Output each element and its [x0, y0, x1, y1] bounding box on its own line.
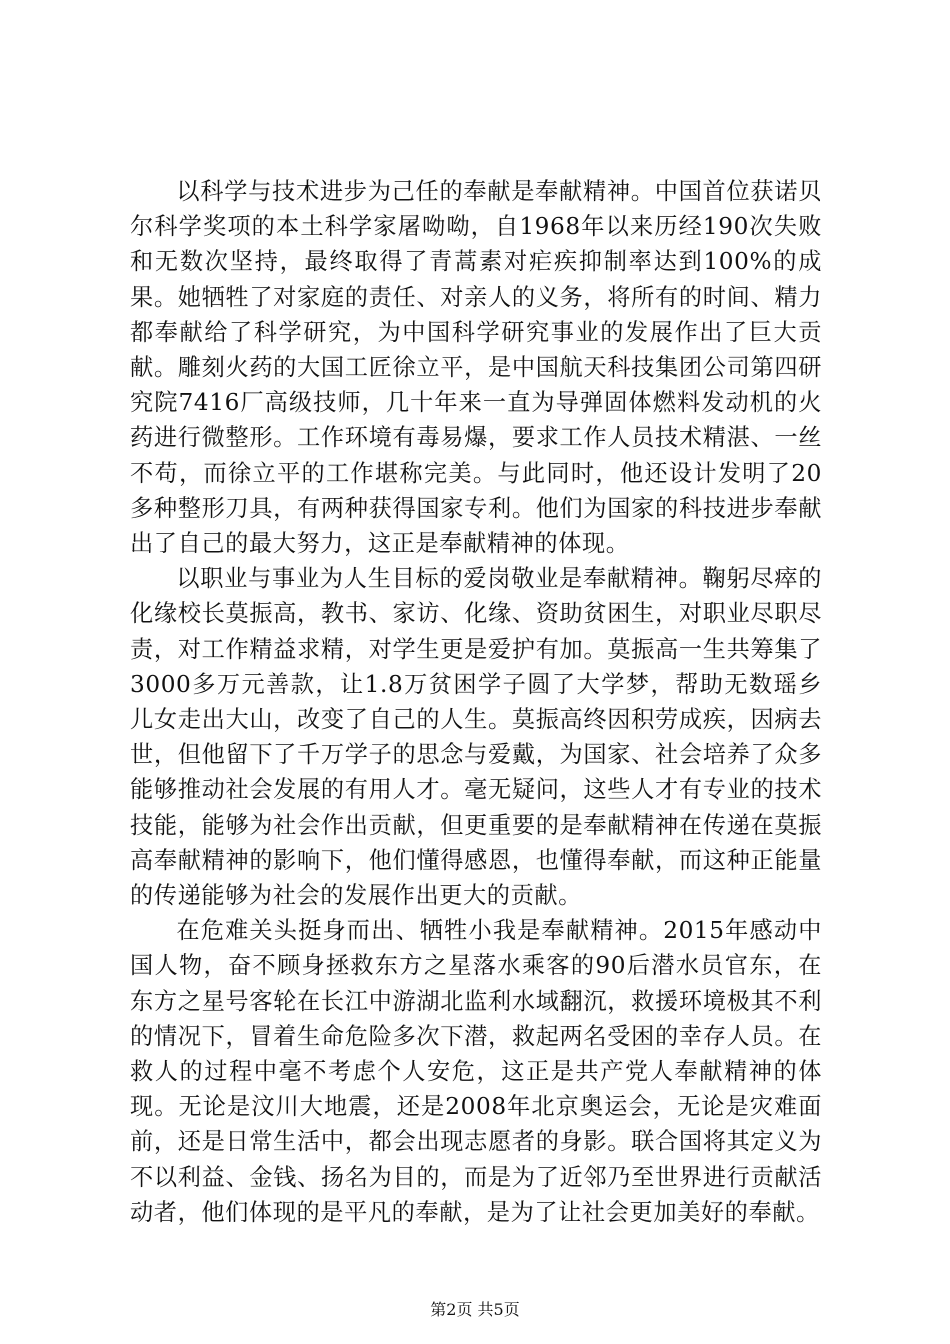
- paragraph-career-dedication: 以职业与事业为人生目标的爱岗敬业是奉献精神。鞠躬尽瘁的化缘校长莫振高，教书、家访、化缘、资助贫困生，对职业尽职尽责，对工作精益求精，对学生更是爱护有加。莫振高一生共筹集了3000多万元善款，让1.8万贫困学子圆了大学梦，帮助无数瑶乡儿女走出大山，改变了自己的人生。莫振高终因积劳成疾，因病去世，但他留下了千万学子的思念与爱戴，为国家、社会培养了众多能够推动社会发展的有用人才。毫无疑问，这些人才有专业的技术技能，能够为社会作出贡献，但更重要的是奉献精神在传递在莫振高奉献精神的影响下，他们懂得感恩，也懂得奉献，而这种正能量的传递能够为社会的发展作出更大的贡献。: [130, 565, 822, 910]
- document-body: [130, 174, 822, 1230]
- page-footer: [0, 1300, 950, 1320]
- page-number: 第2页 共5页: [430, 1300, 520, 1319]
- paragraph-science-dedication: 以科学与技术进步为己任的奉献是奉献精神。中国首位获诺贝尔科学奖项的本土科学家屠呦呦，自1968年以来历经190次失败和无数次坚持，最终取得了青蒿素对疟疾抑制率达到100%的成果。她牺牲了对家庭的责任、对亲人的义务，将所有的时间、精力都奉献给了科学研究，为中国科学研究事业的发展作出了巨大贡献。雕刻火药的大国工匠徐立平，是中国航天科技集团公司第四研究院7416厂高级技师，几十年来一直为导弹固体燃料发动机的火药进行微整形。工作环境有毒易爆，要求工作人员技术精湛、一丝不苟，而徐立平的工作堪称完美。与此同时，他还设计发明了20多种整形刀具，有两种获得国家专利。他们为国家的科技进步奉献出了自己的最大努力，这正是奉献精神的体现。: [130, 178, 822, 558]
- paragraph-crisis-dedication: 在危难关头挺身而出、牺牲小我是奉献精神。2015年感动中国人物，奋不顾身拯救东方之星落水乘客的90后潜水员官东，在东方之星号客轮在长江中游湖北监利水域翻沉，救援环境极其不利的情况下，冒着生命危险多次下潜，救起两名受困的幸存人员。在救人的过程中毫不考虑个人安危，这正是共产党人奉献精神的体现。无论是汶川大地震，还是2008年北京奥运会，无论是灾难面前，还是日常生活中，都会出现志愿者的身影。联合国将其定义为不以利益、金钱、扬名为目的，而是为了近邻乃至世界进行贡献活动者，他们体现的是平凡的奉献，是为了让社会更加美好的奉献。: [130, 917, 822, 1226]
